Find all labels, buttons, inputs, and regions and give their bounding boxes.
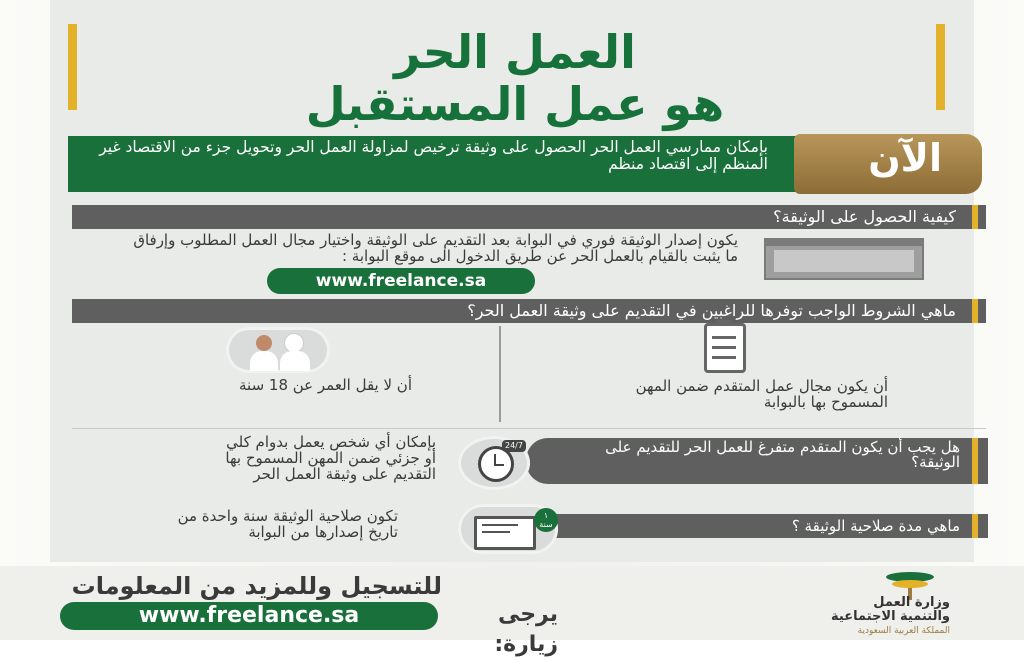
footer-line1: للتسجيل وللمزيد من المعلومات <box>71 572 442 600</box>
how-heading-bar <box>72 205 986 229</box>
validity-accent <box>972 514 978 538</box>
footer-line2: يرجى زيارة: <box>494 602 558 657</box>
certificate-badge-top: ١ <box>543 511 549 520</box>
conditions-heading: ماهي الشروط الواجب توفرها للراغبين في التقديم على وثيقة العمل الحر؟ <box>467 301 956 320</box>
clock-icon <box>458 436 530 490</box>
certificate-icon <box>458 504 558 554</box>
fulltime-question-bar <box>526 438 988 484</box>
fulltime-answer: بإمكان أي شخص يعمل بدوام كلي أو جزئي ضمن المهن المسموح بها التقديم على وثيقة العمل الحر <box>225 433 436 483</box>
headline-left-accent <box>68 24 77 110</box>
intro-band <box>68 136 798 192</box>
conditions-divider <box>499 326 501 422</box>
validity-question: ماهي مدة صلاحية الوثيقة ؟ <box>791 517 960 535</box>
footer <box>0 566 1024 657</box>
browser-window-icon <box>764 238 924 280</box>
condition-field: أن يكون مجال عمل المتقدم ضمن المهن المسموح بها بالبوابة <box>635 377 888 411</box>
how-text: يكون إصدار الوثيقة فوري في البوابة بعد التقديم على الوثيقة واختيار مجال العمل المطلوب وإرفاق ما يثبت بالقيام بالعمل الحر عن طريق الدخول الى موقع البوابة : <box>133 231 738 265</box>
ministry-line2: والتنمية الاجتماعية <box>831 609 950 624</box>
now-badge <box>794 134 982 194</box>
clock-badge: 24/7 <box>502 440 526 452</box>
certificate-badge <box>534 508 558 532</box>
footer-url[interactable]: www.freelance.sa <box>138 603 360 628</box>
how-url-pill[interactable] <box>267 268 535 294</box>
section-separator <box>72 428 986 429</box>
condition-age: أن لا يقل العمر عن 18 سنة <box>239 376 412 394</box>
certificate-badge-bottom: سنة <box>539 520 553 529</box>
how-heading: كيفية الحصول على الوثيقة؟ <box>773 207 956 226</box>
intro-text: بإمكان ممارسي العمل الحر الحصول على وثيقة ترخيص لمزاولة العمل الحر وتحويل جزء من الاقتصاد غير المنظم إلى اقتصاد منظم <box>99 138 768 173</box>
footer-url-pill[interactable] <box>60 602 438 630</box>
conditions-heading-bar <box>72 299 986 323</box>
headline-line1: العمل الحر <box>394 25 636 79</box>
headline-right-accent <box>936 24 945 110</box>
palm-logo-icon <box>880 570 940 598</box>
fulltime-accent <box>972 438 978 484</box>
fulltime-question: هل يجب أن يكون المتقدم متفرغ للعمل الحر للتقديم على الوثيقة؟ <box>605 438 960 471</box>
people-icon <box>226 327 330 373</box>
checklist-icon <box>704 323 746 373</box>
ministry-line3: المملكة العربية السعودية <box>857 626 950 636</box>
how-heading-accent <box>972 205 978 229</box>
validity-answer: تكون صلاحية الوثيقة سنة واحدة من تاريخ إصدارها من البوابة <box>177 507 398 541</box>
conditions-heading-accent <box>972 299 978 323</box>
ministry-name <box>830 596 950 638</box>
how-url[interactable]: www.freelance.sa <box>315 271 487 291</box>
validity-question-bar <box>526 514 988 538</box>
ministry-line1: وزارة العمل <box>873 595 950 610</box>
headline <box>120 26 910 130</box>
now-badge-label: الآن <box>868 136 942 180</box>
headline-line2: هو عمل المستقبل <box>305 77 725 131</box>
